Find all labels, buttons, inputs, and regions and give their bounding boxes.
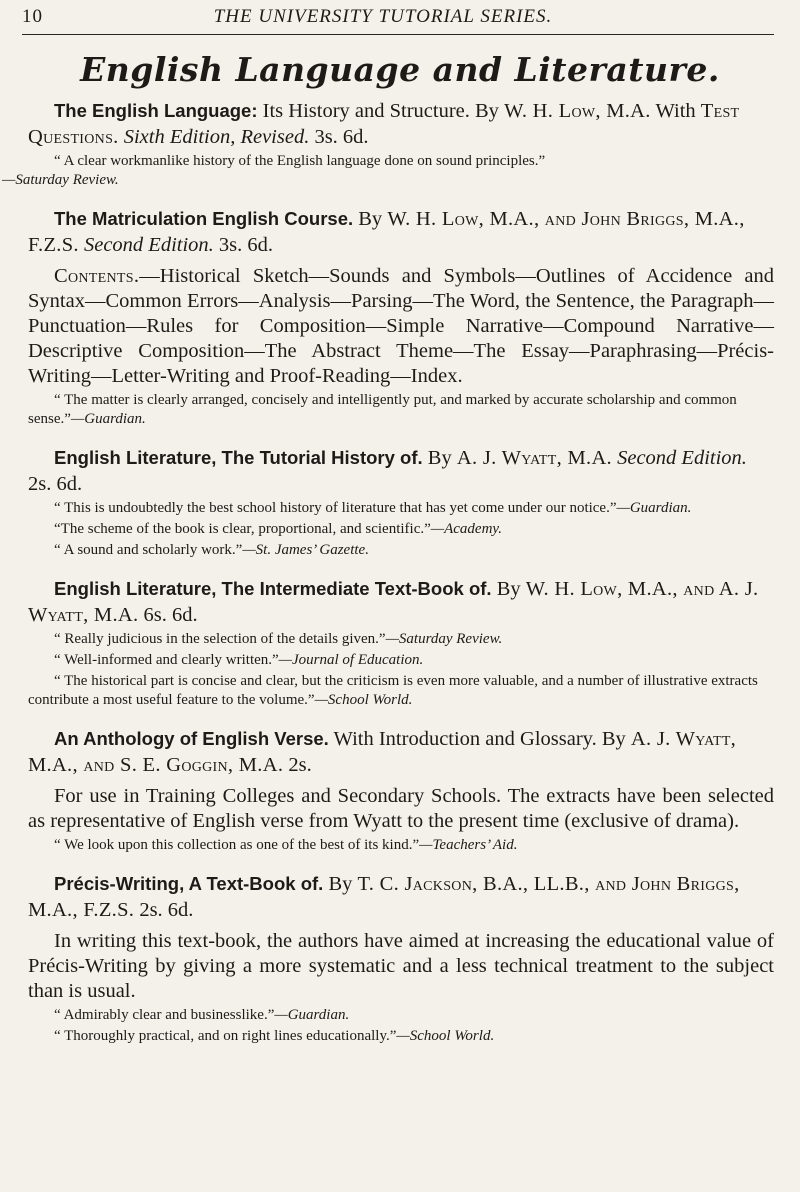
review-quote [28, 651, 774, 670]
book-title: The Matriculation English Course. [54, 208, 354, 229]
series-title: THE UNIVERSITY TUTORIAL SERIES. [213, 6, 553, 27]
book-entry-english-language [2, 98, 774, 190]
book-author: W. H. Low, M.A., and John Briggs, M.A., F.Z.S. [28, 208, 745, 256]
quote-text: “ A clear workmanlike history of the English language done on sound principles.” [54, 153, 546, 169]
entry-heading [28, 445, 774, 497]
quote-source: —St. James’ Gazette. [242, 542, 369, 558]
entry-heading [28, 98, 774, 150]
review-quote [28, 672, 774, 710]
with-detail: Test Questions. [28, 100, 740, 148]
book-title: The English Language: [54, 100, 258, 121]
quote-text: “The scheme of the book is clear, proportional, and scientific.” [54, 521, 431, 537]
book-edition: Second Edition. [617, 447, 747, 469]
quote-source: —School World. [396, 1028, 495, 1044]
quote-text: “ Thoroughly practical, and on right lines educationally.” [54, 1028, 397, 1044]
quote-source: —School World. [314, 692, 413, 708]
review-quote [28, 1027, 774, 1046]
quote-text: “ A sound and scholarly work.” [54, 542, 243, 558]
book-author: W. H. Low, M.A., and A. J. Wyatt, M.A. [28, 578, 759, 626]
quote-text: “ We look upon this collection as one of the best of its kind.” [54, 837, 420, 853]
review-quote [28, 391, 774, 429]
book-author: A. J. Wyatt, M.A., and S. E. Goggin, M.A. [28, 728, 737, 776]
review-quote [28, 499, 774, 518]
contents-paragraph [28, 264, 774, 389]
quote-source: —Teachers’ Aid. [419, 837, 518, 853]
page-number: 10 [22, 6, 43, 27]
book-title: English Literature, The Tutorial History of. [54, 447, 423, 468]
quote-text: “ The historical part is concise and clear, but the criticism is even more valuable, and a number of illustrative extracts contribute a most useful feature to the volume.” [28, 673, 758, 708]
entry-heading [28, 871, 774, 923]
quote-source: —Saturday Review. [385, 631, 503, 647]
book-entry-matriculation-english [28, 206, 774, 429]
review-quote [28, 541, 774, 560]
book-subtitle: Its History and Structure. By [262, 100, 499, 122]
book-entry-tutorial-history [28, 445, 774, 560]
book-description: For use in Training Colleges and Secondary Schools. The extracts have been selected as representative of English verse from Wyatt to the present time (exclusive of drama). [28, 785, 774, 832]
review-quote [28, 836, 774, 855]
quote-source: —Guardian. [70, 411, 146, 427]
book-author: A. J. Wyatt, M.A. [456, 447, 612, 469]
quote-text: “ Admirably clear and businesslike.” [54, 1007, 275, 1023]
book-subtitle: By [427, 447, 452, 469]
book-price: 3s. 6d. [218, 234, 274, 256]
book-price: 2s. 6d. [139, 899, 194, 921]
entry-heading [28, 726, 774, 778]
book-price: 2s. [288, 754, 312, 776]
book-price: 6s. 6d. [143, 604, 198, 626]
review-quote [28, 1006, 774, 1025]
quote-source: —Academy. [430, 521, 502, 537]
quote-source: —Journal of Education. [278, 652, 424, 668]
contents-label: Contents. [54, 265, 140, 287]
book-price: 3s. 6d. [314, 126, 369, 148]
book-author: W. H. Low, M.A. [504, 100, 651, 122]
book-subtitle: By [328, 873, 353, 895]
book-description: In writing this text-book, the authors have aimed at increasing the educational value of Précis-Writing by giving a more systematic and a less technical treatment to the subject than is usual. [28, 930, 774, 1002]
book-author: T. C. Jackson, B.A., LL.B., and John Briggs, M.A., F.Z.S. [28, 873, 740, 921]
quote-text: “ Really judicious in the selection of the details given.” [54, 631, 386, 647]
book-entry-precis-writing [28, 871, 774, 1046]
review-quote [2, 152, 774, 190]
book-edition: Sixth Edition, Revised. [123, 126, 310, 148]
book-title: An Anthology of English Verse. [54, 728, 329, 749]
quote-text: “ The matter is clearly arranged, concisely and intelligently put, and marked by accurate scholarship and common sense.” [28, 392, 737, 427]
section-title: English Language and Literature. [80, 50, 720, 89]
entry-heading [28, 206, 774, 258]
book-subtitle: By [496, 578, 521, 600]
running-head [22, 6, 774, 35]
review-quote [28, 520, 774, 539]
quote-source: —Guardian. [274, 1007, 350, 1023]
review-quote [28, 630, 774, 649]
quote-text: “ Well-informed and clearly written.” [54, 652, 279, 668]
entry-heading [28, 576, 774, 628]
catalogue-entries [2, 98, 774, 1062]
book-title: English Literature, The Intermediate Text-Book of. [54, 578, 492, 599]
contents-list: —Historical Sketch—Sounds and Symbols—Outlines of Accidence and Syntax—Common Errors—Analysis—Parsing—The Word, the Sentence, the Paragraph—Punctuation—Rules for Composition—Simple Narrative—Compound Narrative—Descriptive Composition—The Abstract Theme—The Essay—Paraphrasing—Précis-Writing—Letter-Writing and Proof-Reading—Index. [28, 265, 774, 387]
book-edition: Second Edition. [83, 234, 214, 256]
quote-source: —Saturday Review. [2, 172, 119, 188]
book-subtitle: By [358, 208, 383, 230]
book-price: 2s. 6d. [28, 473, 83, 495]
quote-source: —Guardian. [616, 500, 692, 516]
with-label: With [655, 100, 696, 122]
book-title: Précis-Writing, A Text-Book of. [54, 873, 324, 894]
book-entry-intermediate-text-book [28, 576, 774, 710]
quote-text: “ This is undoubtedly the best school history of literature that has yet come under our notice.” [54, 500, 617, 516]
book-entry-anthology [28, 726, 774, 855]
book-subtitle: With Introduction and Glossary. By [333, 728, 626, 750]
